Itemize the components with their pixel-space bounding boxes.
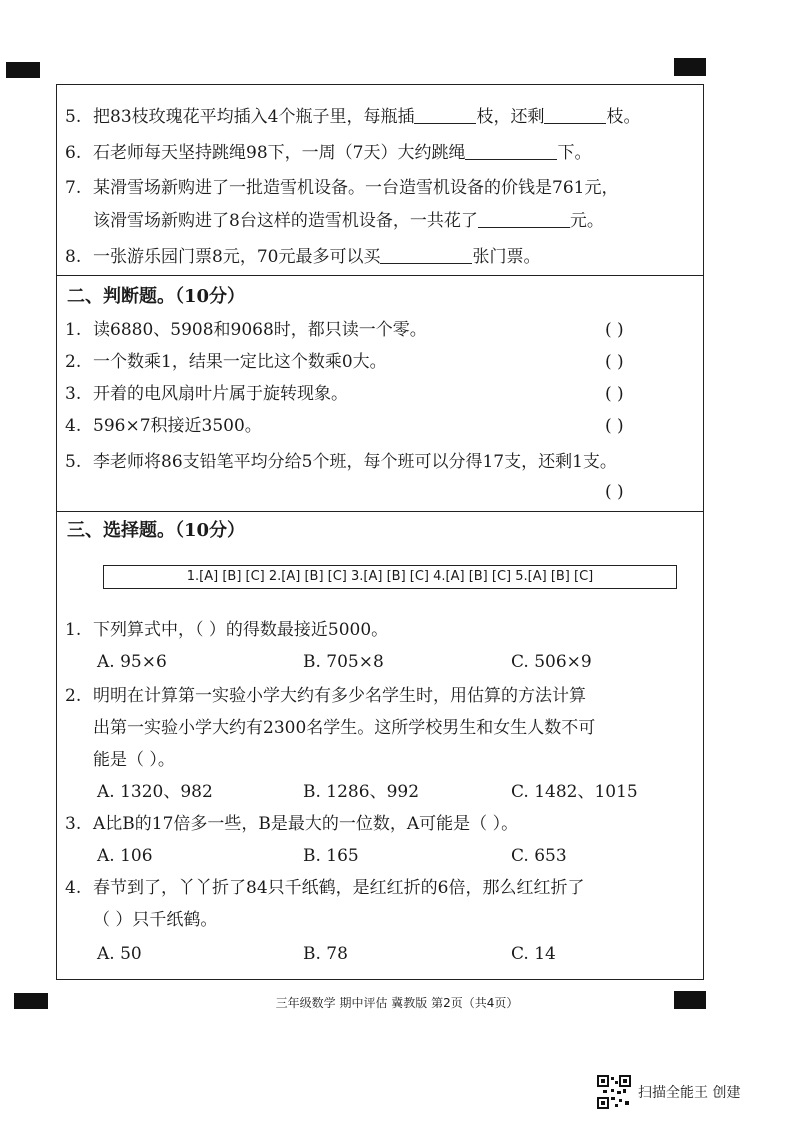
section-divider <box>57 275 703 276</box>
section-2-title: 二、判断题。（10分） <box>67 286 246 307</box>
answer-parentheses[interactable]: ( ) <box>605 352 624 372</box>
fill-question-6: 6. 石老师每天坚持跳绳98下，一周（7天）大约跳绳 下。 <box>65 143 592 163</box>
answer-parentheses[interactable]: ( ) <box>605 482 624 502</box>
registration-mark-top-left <box>6 62 40 78</box>
answer-parentheses[interactable]: ( ) <box>605 416 624 436</box>
answer-parentheses[interactable]: ( ) <box>605 320 624 340</box>
choice-question-2-line2: 出第一实验小学大约有2300名学生。这所学校男生和女生人数不可 <box>93 718 596 738</box>
qr-code-icon <box>597 1075 631 1109</box>
page-footer: 三年级数学 期中评估 冀教版 第2页（共4页） <box>275 996 519 1010</box>
choice-option-b[interactable]: B. 1286、992 <box>303 782 420 802</box>
choice-question-2: 2. 明明在计算第一实验小学大约有多少名学生时，用估算的方法计算 <box>65 686 586 706</box>
answer-blank[interactable] <box>544 105 606 124</box>
choice-option-a[interactable]: A. 95×6 <box>97 652 167 672</box>
judge-question-1: 1. 读6880、5908和9068时，都只读一个零。 <box>65 320 427 340</box>
fill-question-8: 8. 一张游乐园门票8元，70元最多可以买 张门票。 <box>65 247 541 267</box>
choice-question-4-line2: （ ）只千纸鹤。 <box>93 910 218 930</box>
answer-blank[interactable] <box>465 141 557 160</box>
answer-sheet-box[interactable]: 1.[A] [B] [C] 2.[A] [B] [C] 3.[A] [B] [C] 4.[A] [B] [C] 5.[A] [B] [C] <box>103 565 677 589</box>
choice-question-2-line3: 能是（ ）。 <box>93 750 175 770</box>
section-divider <box>57 511 703 512</box>
choice-option-b[interactable]: B. 78 <box>303 944 348 964</box>
choice-option-a[interactable]: A. 50 <box>97 944 142 964</box>
section-3-title: 三、选择题。（10分） <box>67 520 246 541</box>
fill-question-7-line2: 该滑雪场新购进了8台这样的造雪机设备，一共花了 元。 <box>93 211 604 231</box>
choice-option-b[interactable]: B. 705×8 <box>303 652 384 672</box>
choice-question-4: 4. 春节到了，丫丫折了84只千纸鹤，是红红折的6倍，那么红红折了 <box>65 878 585 898</box>
fill-question-5: 5. 把83枝玫瑰花平均插入4个瓶子里，每瓶插 枝，还剩 枝。 <box>65 107 641 127</box>
judge-question-5: 5. 李老师将86支铅笔平均分给5个班，每个班可以分得17支，还剩1支。 <box>65 452 617 472</box>
answer-parentheses[interactable]: ( ) <box>605 384 624 404</box>
choice-option-c[interactable]: C. 506×9 <box>511 652 592 672</box>
registration-mark-top-right <box>674 58 706 76</box>
answer-blank[interactable] <box>380 245 472 264</box>
choice-option-b[interactable]: B. 165 <box>303 846 359 866</box>
choice-option-c[interactable]: C. 1482、1015 <box>511 782 638 802</box>
fill-question-7: 7. 某滑雪场新购进了一批造雪机设备。一台造雪机设备的价钱是761元， <box>65 178 619 198</box>
answer-blank[interactable] <box>478 209 570 228</box>
judge-question-3: 3. 开着的电风扇叶片属于旋转现象。 <box>65 384 348 404</box>
judge-question-2: 2. 一个数乘1，结果一定比这个数乘0大。 <box>65 352 387 372</box>
judge-question-4: 4. 596×7积接近3500。 <box>65 416 262 436</box>
answer-blank[interactable] <box>414 105 476 124</box>
choice-option-a[interactable]: A. 1320、982 <box>97 782 213 802</box>
choice-question-1: 1. 下列算式中，（ ）的得数最接近5000。 <box>65 620 389 640</box>
choice-option-c[interactable]: C. 653 <box>511 846 567 866</box>
choice-option-c[interactable]: C. 14 <box>511 944 556 964</box>
exam-frame <box>56 84 704 980</box>
scanner-watermark: 扫描全能王 创建 <box>638 1085 741 1101</box>
choice-question-3: 3. A比B的17倍多一些，B是最大的一位数，A可能是（ ）。 <box>65 814 519 834</box>
choice-option-a[interactable]: A. 106 <box>97 846 153 866</box>
